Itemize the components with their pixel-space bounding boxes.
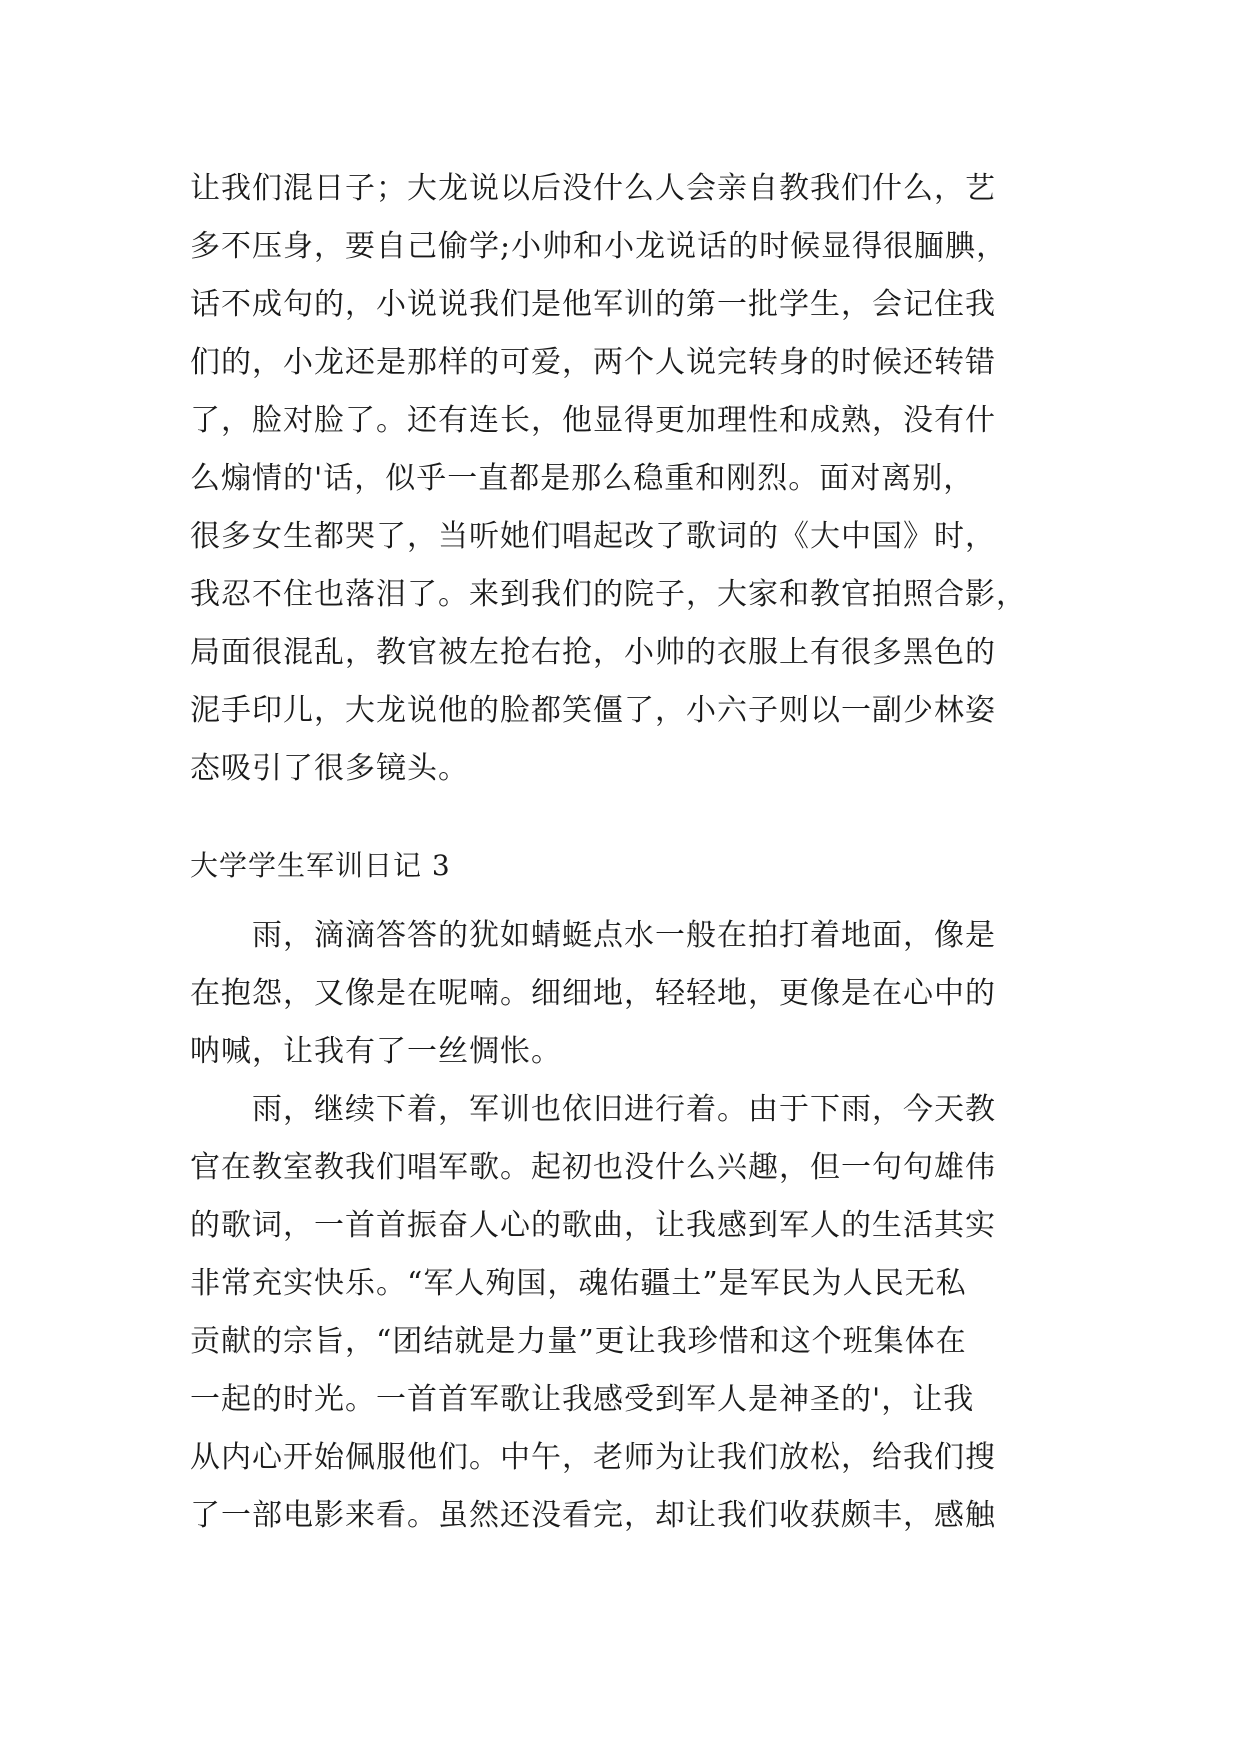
text-line: 在抱怨，又像是在呢喃。细细地，轻轻地，更像是在心中的: [190, 976, 996, 1011]
text-line: 非常充实快乐。“军人殉国，魂佑疆土”是军民为人民无私: [190, 1266, 967, 1301]
text-line: 们的，小龙还是那样的可爱，两个人说完转身的时候还转错: [190, 345, 996, 380]
text-line: 我忍不住也落泪了。来到我们的院子，大家和教官拍照合影，: [190, 577, 1027, 612]
text-line: 雨，滴滴答答的犹如蜻蜓点水一般在拍打着地面，像是: [190, 918, 996, 953]
text-line: 的歌词，一首首振奋人心的歌曲，让我感到军人的生活其实: [190, 1208, 996, 1243]
text-line: 很多女生都哭了，当听她们唱起改了歌词的《大中国》时，: [190, 519, 996, 554]
text-line: 泥手印儿，大龙说他的脸都笑僵了，小六子则以一副少林姿: [190, 693, 996, 728]
text-line: 了一部电影来看。虽然还没看完，却让我们收获颇丰，感触: [190, 1498, 996, 1533]
text-line: 了，脸对脸了。还有连长，他显得更加理性和成熟，没有什: [190, 403, 996, 438]
text-line: 一起的时光。一首首军歌让我感受到军人是神圣的'，让我: [190, 1382, 975, 1417]
text-line: 呐喊，让我有了一丝惆怅。: [190, 1034, 562, 1069]
text-line: 贡献的宗旨，“团结就是力量”更让我珍惜和这个班集体在: [190, 1324, 967, 1359]
text-line: 态吸引了很多镜头。: [190, 751, 469, 786]
section-title: 大学学生军训日记 3: [190, 849, 451, 882]
text-line: 让我们混日子；大龙说以后没什么人会亲自教我们什么，艺: [190, 171, 996, 206]
text-line: 多不压身，要自己偷学;小帅和小龙说话的时候显得很腼腆，: [190, 229, 1008, 264]
text-line: 话不成句的，小说说我们是他军训的第一批学生，会记住我: [190, 287, 996, 322]
text-line: 官在教室教我们唱军歌。起初也没什么兴趣，但一句句雄伟: [190, 1150, 996, 1185]
text-line: 么煽情的'话，似乎一直都是那么稳重和刚烈。面对离别，: [190, 461, 975, 496]
text-line: 雨，继续下着，军训也依旧进行着。由于下雨，今天教: [190, 1092, 996, 1127]
text-line: 局面很混乱，教官被左抢右抢，小帅的衣服上有很多黑色的: [190, 635, 996, 670]
section-body: [190, 907, 1090, 1545]
text-line: 从内心开始佩服他们。中午，老师为让我们放松，给我们搜: [190, 1440, 996, 1475]
paragraph-continued: [190, 160, 1090, 798]
